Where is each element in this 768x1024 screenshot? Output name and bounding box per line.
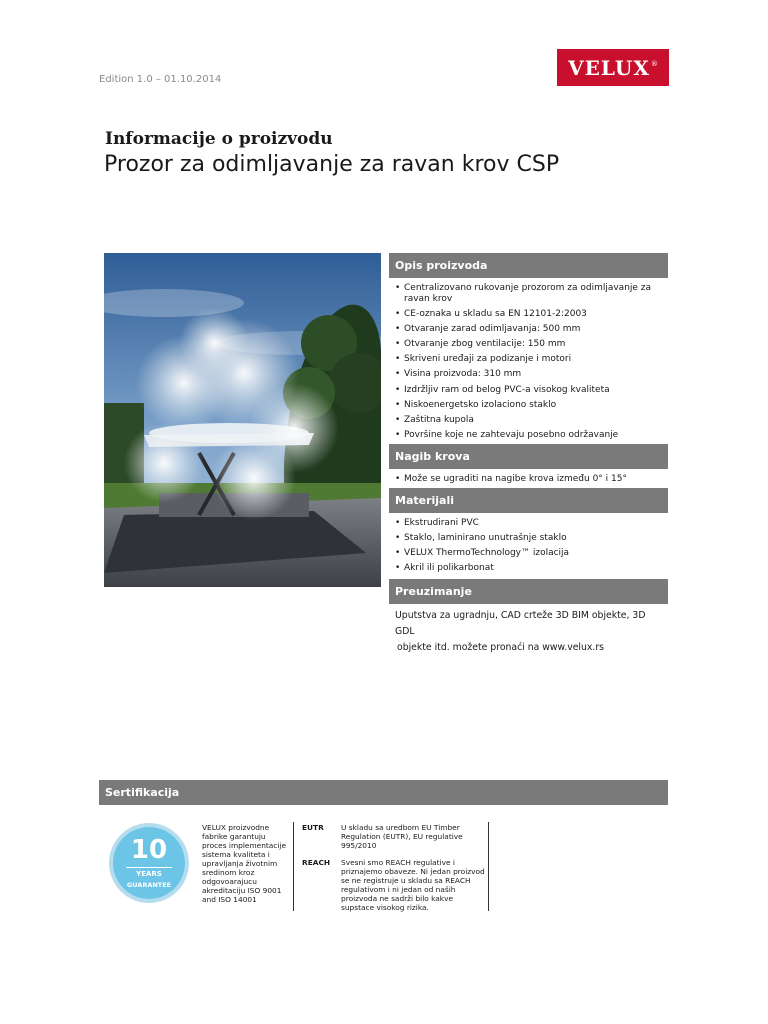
list-item: • CE-oznaka u skladu sa EN 12101-2:2003 (395, 309, 667, 320)
guarantee-badge (109, 823, 189, 903)
badge-guarantee: GUARANTEE (126, 881, 172, 889)
logo-registered-mark: ® (650, 59, 658, 68)
doc-subtitle: Informacije o proizvodu (105, 129, 333, 149)
nagib-list (395, 474, 667, 489)
section-heading-opis: Opis proizvoda (395, 259, 488, 272)
velux-logo (557, 49, 669, 86)
product-photo-illustration (104, 253, 381, 587)
opis-list (395, 283, 667, 445)
eutr-label: EUTR (302, 823, 324, 832)
section-bar-preuzimanje (389, 579, 668, 604)
badge-years: YEARS (126, 867, 172, 878)
logo-text: VELUX (568, 55, 650, 80)
page-title: Prozor za odimljavanje za ravan krov CSP (104, 152, 560, 177)
materijali-list (395, 518, 667, 578)
divider (293, 822, 294, 911)
download-text-line1: Uputstva za ugradnju, CAD crteže 3D BIM objekte, 3D GDL (395, 610, 646, 637)
list-item: • Može se ugraditi na nagibe krova između 0° i 15° (395, 474, 667, 485)
section-heading-materijali: Materijali (395, 494, 455, 507)
list-item: • Niskoenergetsko izolaciono staklo (395, 400, 667, 411)
list-item: • Skriveni uređaji za podizanje i motori (395, 354, 667, 365)
product-photo (104, 253, 381, 587)
list-item: • VELUX ThermoTechnology™ izolacija (395, 548, 667, 559)
section-bar-materijali (389, 488, 668, 513)
section-bar-nagib (389, 444, 668, 469)
download-info (395, 608, 667, 656)
download-text-line2: objekte itd. možete pronaći na www.velux.rs (397, 642, 605, 653)
certification-description: VELUX proizvodne fabrike garantuju proces implementacije sistema kvaliteta i upravljanja životnim sredinom kroz odgovoarajucu akreditaciju ISO 9001 and ISO 14001 (202, 823, 287, 904)
list-item: • Otvaranje zbog ventilacije: 150 mm (395, 339, 667, 350)
divider (488, 822, 489, 911)
list-item: • Zaštitna kupola (395, 415, 667, 426)
list-item: • Površine koje ne zahtevaju posebno održavanje (395, 430, 667, 441)
guarantee-badge-inner (113, 827, 185, 899)
list-item: • Centralizovano rukovanje prozorom za odimljavanje za ravan krov (395, 283, 667, 305)
badge-number: 10 (130, 835, 168, 865)
list-item: • Akril ili polikarbonat (395, 563, 667, 574)
section-heading-sertifikacija: Sertifikacija (105, 786, 180, 799)
list-item: • Staklo, laminirano unutrašnje staklo (395, 533, 667, 544)
reach-text: Svesni smo REACH regulative i priznajemo obaveze. Ni jedan proizvod se ne registruje u skladu sa REACH regulativom i ni jedan od naših proizvoda ne sadrži bilo kakve supstace visokog rizika. (341, 858, 485, 912)
eutr-text: U skladu sa uredbom EU Timber Regulation (EUTR), EU regulative 995/2010 (341, 823, 463, 850)
list-item: • Otvaranje zarad odimljavanja: 500 mm (395, 324, 667, 335)
section-heading-nagib: Nagib krova (395, 450, 470, 463)
list-item: • Visina proizvoda: 310 mm (395, 369, 667, 380)
list-item: • Izdržljiv ram od belog PVC-a visokog kvaliteta (395, 385, 667, 396)
edition-date: Edition 1.0 – 01.10.2014 (99, 74, 222, 85)
section-bar-sertifikacija (99, 780, 668, 805)
section-heading-preuzimanje: Preuzimanje (395, 585, 472, 598)
list-item: • Ekstrudirani PVC (395, 518, 667, 529)
section-bar-opis (389, 253, 668, 278)
reach-label: REACH (302, 858, 331, 867)
